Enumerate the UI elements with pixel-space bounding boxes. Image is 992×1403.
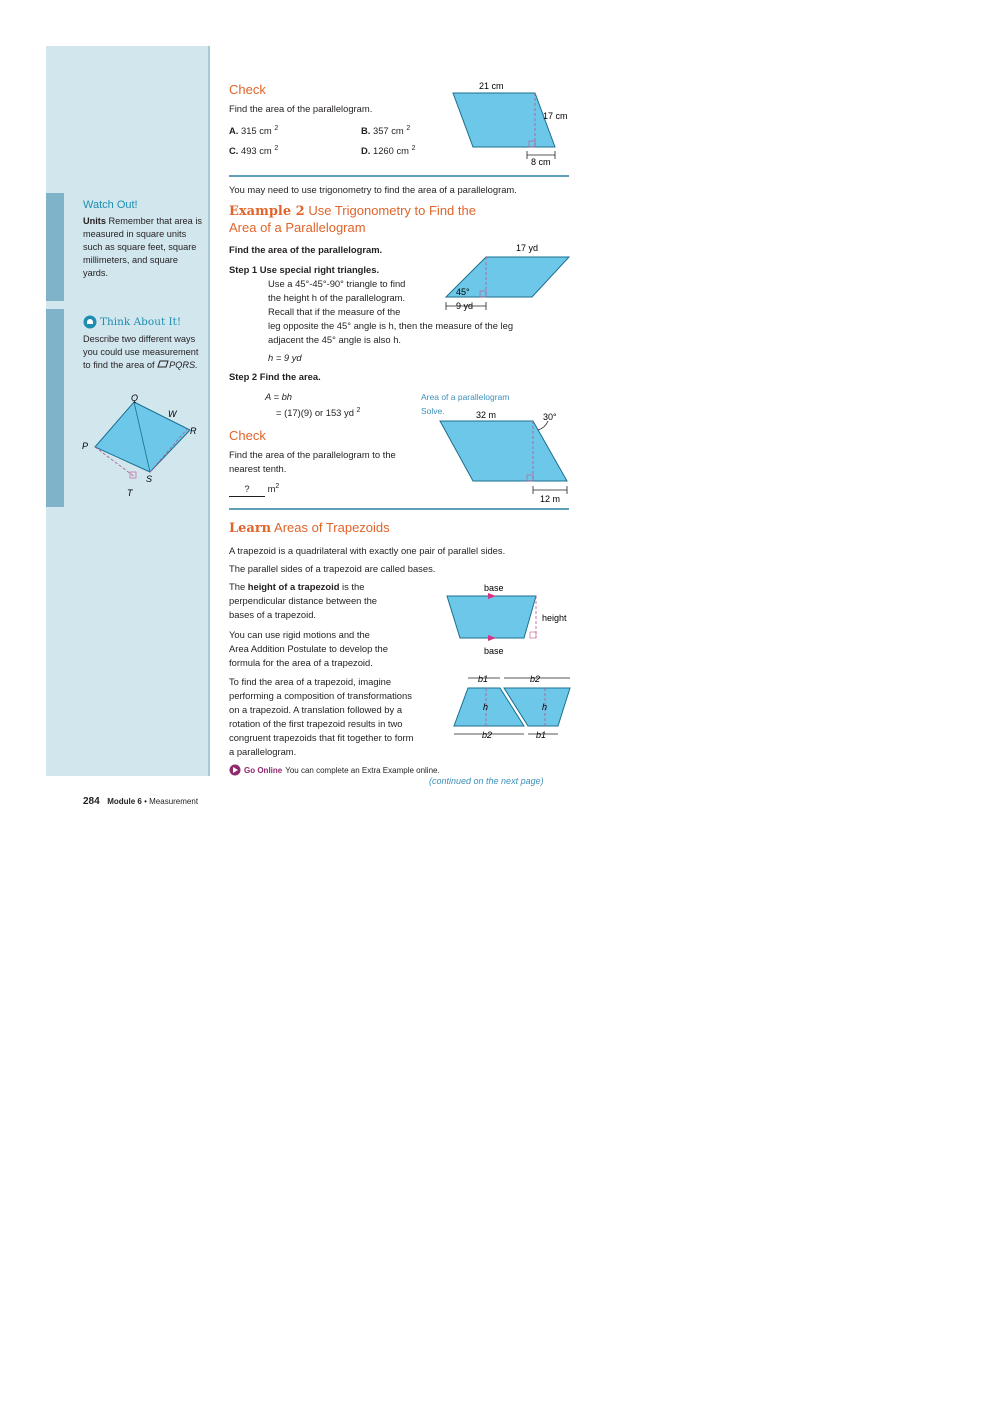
choice-a: A. 315 cm $^2$ bbox=[229, 125, 279, 137]
learn-p5: To find the area of a trapezoid, imagine performing a composition of transformations on a trapezoid. A translation followed by a rotation of the first trapezoid results in two congruent trapezoids that fit together to form a parallelogram. bbox=[229, 676, 414, 757]
topic-label: Measurement bbox=[149, 797, 199, 806]
intro-line: You may need to use trigonometry to find the area of a parallelogram. bbox=[229, 184, 517, 195]
step2-title: Step 2 Find the area. bbox=[229, 371, 321, 382]
step1-text: Use a 45°-45°-90° triangle to find the height h of the parallelogram. Recall that if the measure of the leg opposite the 45° angle is h, then the measure of the leg adjacent the 45° angle is also h. bbox=[268, 278, 514, 345]
label-s: S bbox=[146, 474, 153, 484]
check2-angle-label: 30° bbox=[543, 412, 557, 422]
trap-bottom-label: base bbox=[484, 646, 504, 656]
watch-out-box bbox=[83, 199, 203, 280]
think-bar bbox=[46, 309, 64, 507]
label-q: Q bbox=[131, 393, 139, 403]
example2-title: Example 2 Use Trigonometry to Find the Area of a Parallelogram bbox=[229, 203, 476, 235]
check1-heading: Check bbox=[229, 82, 266, 97]
think-box bbox=[83, 315, 203, 372]
watch-out-body: Remember that area is measured in square units such as square feet, square millimeters, and square yards. bbox=[83, 216, 202, 278]
watch-out-bar bbox=[46, 193, 64, 301]
choice-b: B. 357 cm $^2$ bbox=[361, 125, 411, 137]
step1-title: Step 1 Use special right triangles. bbox=[229, 264, 380, 275]
divider bbox=[229, 508, 569, 510]
learn-p2: The parallel sides of a trapezoid are called bases. bbox=[229, 563, 436, 574]
check1-bottom-label: 8 cm bbox=[531, 157, 551, 167]
check2-heading: Check bbox=[229, 428, 266, 443]
example2-figure bbox=[440, 240, 575, 315]
label-t: T bbox=[127, 488, 133, 498]
answer-blank[interactable]: ? bbox=[229, 482, 265, 497]
example2-base-label: 9 yd bbox=[456, 301, 474, 311]
trap-side-label: height bbox=[542, 613, 567, 623]
watch-out-title: Watch Out! bbox=[83, 199, 138, 211]
page-number: 284 bbox=[83, 796, 100, 807]
think-text: Describe two different ways you could use measurement to find the area of PQRS. bbox=[83, 334, 199, 370]
page-footer: 284 Module 6 • Measurement bbox=[83, 796, 199, 807]
pqrs-figure bbox=[80, 392, 205, 502]
example2-top-label: 17 yd bbox=[516, 243, 539, 253]
learn-title: Learn Areas of Trapezoids bbox=[229, 520, 390, 536]
b1-top-label: b1 bbox=[478, 674, 489, 684]
example2-angle-label: 45° bbox=[456, 287, 470, 297]
watch-out-text bbox=[83, 215, 203, 280]
h-right-label: h bbox=[542, 702, 548, 712]
h-left-label: h bbox=[483, 702, 489, 712]
label-r: R bbox=[190, 426, 197, 436]
go-online-line[interactable]: Go Online You can complete an Extra Example online. bbox=[229, 764, 440, 776]
check2-top-label: 32 m bbox=[476, 410, 497, 420]
check1-figure bbox=[445, 78, 573, 170]
label-w: W bbox=[168, 409, 177, 419]
choice-c: C. 493 cm $^2$ bbox=[229, 145, 279, 157]
check1-top-label: 21 cm bbox=[479, 81, 504, 91]
go-online-icon bbox=[229, 764, 241, 776]
b1-bottom-label: b1 bbox=[536, 730, 547, 740]
check2-bottom-label: 12 m bbox=[540, 494, 561, 504]
trap-top-label: base bbox=[484, 583, 504, 593]
trapezoid-pair-figure bbox=[450, 668, 575, 748]
h-value: h = 9 yd bbox=[268, 352, 302, 363]
equation-2: = (17)(9) or 153 yd $^2$ bbox=[276, 407, 361, 419]
continued-note: (continued on the next page) bbox=[429, 776, 544, 786]
go-online-label[interactable]: Go Online bbox=[244, 765, 283, 775]
check2-prompt: Find the area of the parallelogram to the nearest tenth. bbox=[229, 449, 396, 474]
parallelogram-symbol-icon bbox=[157, 360, 169, 368]
note-area: Area of a parallelogram bbox=[421, 392, 510, 402]
check1-side-label: 17 cm bbox=[543, 111, 568, 121]
b2-bottom-label: b2 bbox=[482, 730, 493, 740]
check1-prompt: Find the area of the parallelogram. bbox=[229, 103, 373, 114]
learn-p1: A trapezoid is a quadrilateral with exactly one pair of parallel sides. bbox=[229, 545, 506, 556]
think-icon bbox=[83, 315, 97, 329]
trapezoid-figure bbox=[440, 580, 575, 660]
check2-figure bbox=[435, 406, 575, 506]
equation-1: A = bh bbox=[265, 391, 293, 402]
learn-p3: The height of a trapezoid is the perpendicular distance between the bases of a trapezoid. bbox=[229, 581, 378, 620]
choice-d: D. 1260 cm $^2$ bbox=[361, 145, 416, 157]
note-solve: Solve. bbox=[421, 406, 445, 416]
watch-out-bold: Units bbox=[83, 216, 106, 226]
check2-answer: ? $m^2$ bbox=[229, 480, 279, 497]
divider bbox=[229, 175, 569, 177]
label-p: P bbox=[82, 441, 89, 451]
module-label: Module 6 bbox=[107, 797, 142, 806]
b2-top-label: b2 bbox=[530, 674, 541, 684]
example2-prompt: Find the area of the parallelogram. bbox=[229, 244, 383, 255]
learn-p4: You can use rigid motions and the Area Addition Postulate to develop the formula for the area of a trapezoid. bbox=[229, 629, 388, 668]
think-title: Think About It! bbox=[100, 316, 182, 328]
